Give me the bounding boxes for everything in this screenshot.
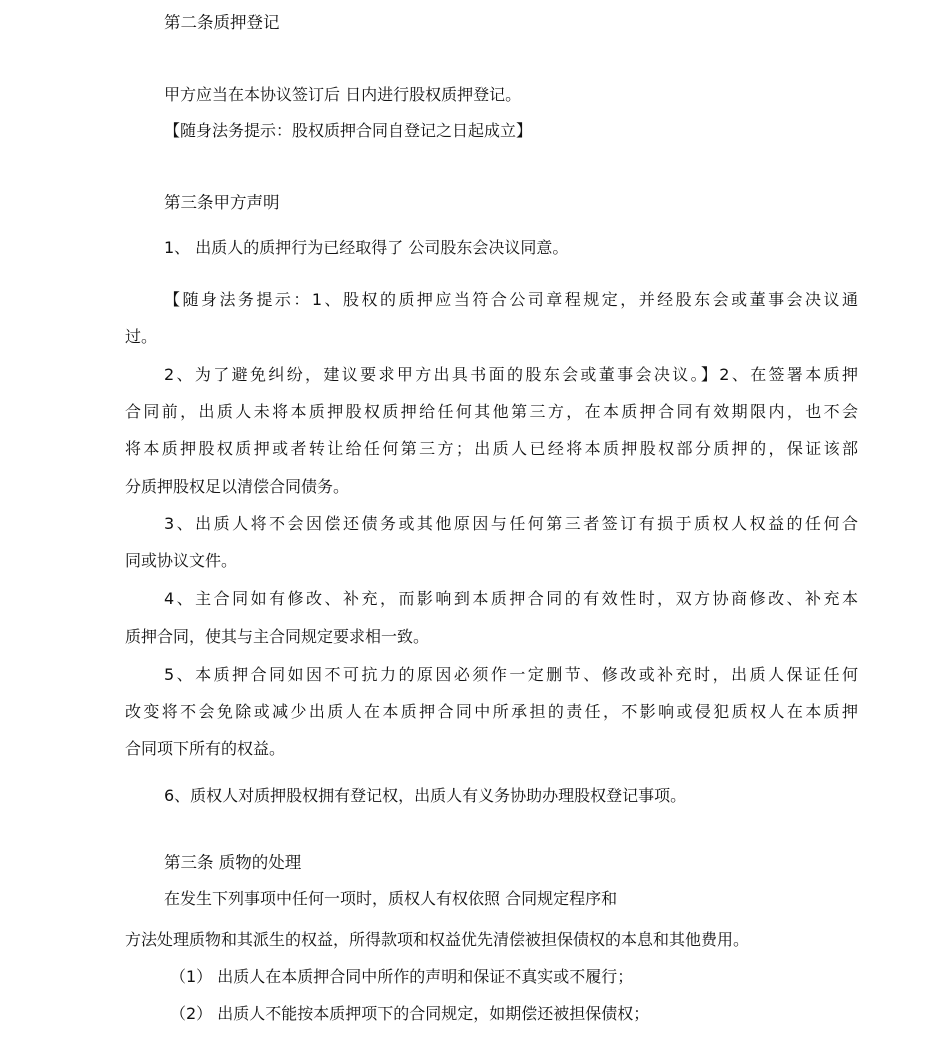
clause-5-line: 改变将不会免除或减少出质人在本质押合同中所承担的责任，不影响或侵犯质权人在本质押 <box>125 702 858 721</box>
article-3b-paragraph-line: 方法处理质物和其派生的权益，所得款项和权益优先清偿被担保债权的本息和其他费用。 <box>125 930 750 949</box>
clause-4-line: 质押合同，使其与主合同规定要求相一致。 <box>125 627 430 646</box>
clause-2-line: 分质押股权足以清偿合同债务。 <box>125 477 350 496</box>
article-2-paragraph: 甲方应当在本协议签订后 日内进行股权质押登记。 <box>164 85 522 104</box>
article-2-heading: 第二条质押登记 <box>164 13 280 32</box>
clause-3-line: 同或协议文件。 <box>125 551 238 570</box>
clause-6: 6、质权人对质押股权拥有登记权，出质人有义务协助办理股权登记事项。 <box>164 786 687 805</box>
legal-tip-registration: 【随身法务提示：股权质押合同自登记之日起成立】 <box>164 121 533 140</box>
condition-1: （1） 出质人在本质押合同中所作的声明和保证不真实或不履行； <box>170 967 634 986</box>
legal-tip-line: 过。 <box>125 327 158 346</box>
legal-tip-line: 【随身法务提示：1、股权的质押应当符合公司章程规定，并经股东会或董事会决议通 <box>164 290 858 309</box>
condition-2: （2） 出质人不能按本质押项下的合同规定，如期偿还被担保债权； <box>170 1004 650 1023</box>
clause-5-line: 5、本质押合同如因不可抗力的原因必须作一定删节、修改或补充时，出质人保证任何 <box>164 665 858 684</box>
clause-3-line: 3、出质人将不会因偿还债务或其他原因与任何第三者签订有损于质权人权益的任何合 <box>164 514 858 533</box>
clause-5-line: 合同项下所有的权益。 <box>125 739 286 758</box>
clause-4-line: 4、主合同如有修改、补充，而影响到本质押合同的有效性时，双方协商修改、补充本 <box>164 589 858 608</box>
article-3-heading: 第三条甲方声明 <box>164 193 280 212</box>
clause-2-line: 将本质押股权质押或者转让给任何第三方；出质人已经将本质押股权部分质押的，保证该部 <box>125 439 858 458</box>
article-3b-heading: 第三条 质物的处理 <box>164 853 302 872</box>
article-3b-paragraph-line: 在发生下列事项中任何一项时，质权人有权依照 合同规定程序和 <box>164 889 618 908</box>
clause-2-line: 合同前，出质人未将本质押股权质押给任何其他第三方，在本质押合同有效期限内，也不会 <box>125 402 858 421</box>
clause-2-line: 2、为了避免纠纷，建议要求甲方出具书面的股东会或董事会决议。】2、在签署本质押 <box>164 365 858 384</box>
clause-1: 1、 出质人的质押行为已经取得了 公司股东会决议同意。 <box>164 238 569 257</box>
